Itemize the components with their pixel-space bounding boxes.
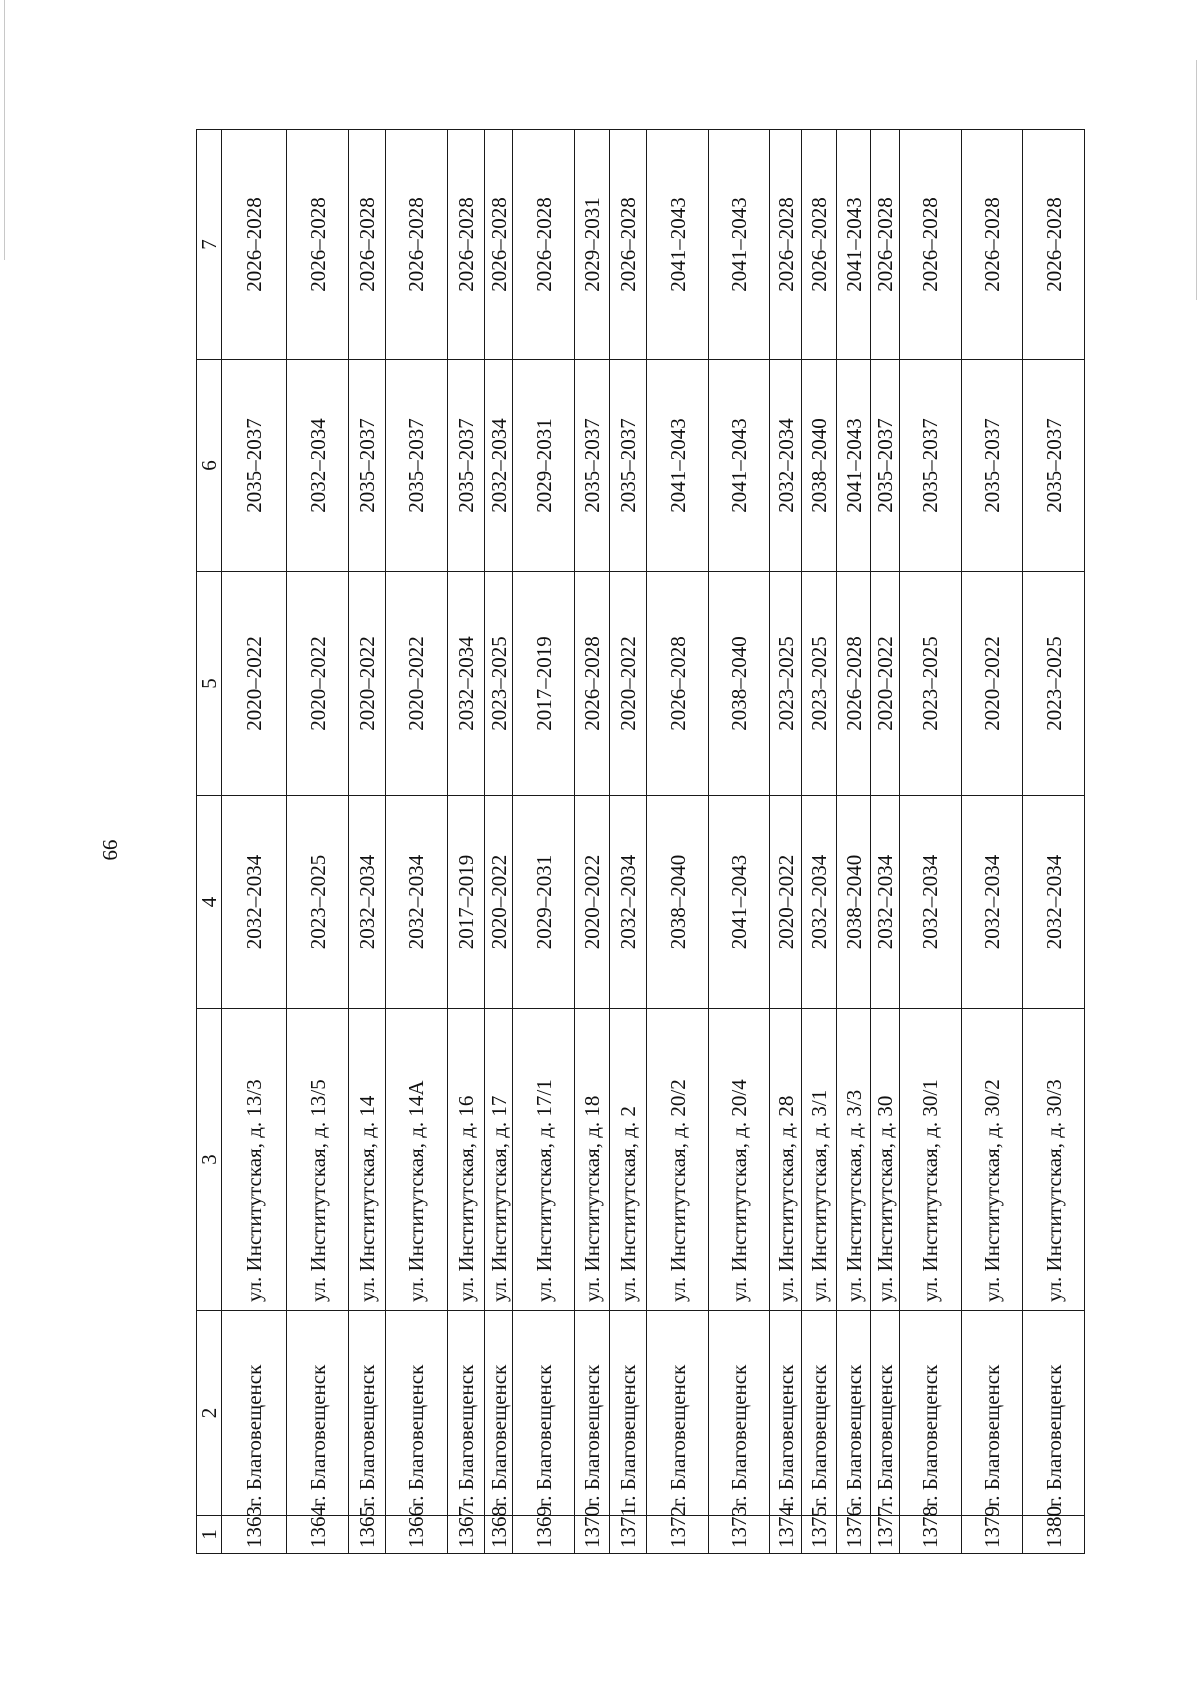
city-cell: г. Благовещенск xyxy=(837,1311,871,1516)
col6-cell: 2035–2037 xyxy=(447,360,484,572)
col4-cell: 2032–2034 xyxy=(348,796,385,1009)
col7-cell: 2026–2028 xyxy=(770,130,802,360)
table-row xyxy=(647,130,709,1554)
col4-cell: 2032–2034 xyxy=(802,796,837,1009)
col7-cell: 2026–2028 xyxy=(802,130,837,360)
city-cell: г. Благовещенск xyxy=(770,1311,802,1516)
row-number: 1369 xyxy=(513,1516,575,1554)
table-row xyxy=(961,130,1023,1554)
col4-cell: 2029–2031 xyxy=(513,796,575,1009)
address-cell: ул. Институтская, д. 20/2 xyxy=(647,1009,709,1311)
address-cell: ул. Институтская, д. 13/5 xyxy=(287,1009,349,1311)
col4-cell: 2032–2034 xyxy=(1023,796,1085,1009)
col4-cell: 2023–2025 xyxy=(287,796,349,1009)
row-number: 1372 xyxy=(647,1516,709,1554)
header-col-4: 4 xyxy=(197,796,222,1009)
table-row xyxy=(770,130,802,1554)
col6-cell: 2029–2031 xyxy=(513,360,575,572)
row-number: 1368 xyxy=(484,1516,513,1554)
col6-cell: 2032–2034 xyxy=(287,360,349,572)
address-cell: ул. Институтская, д. 17/1 xyxy=(513,1009,575,1311)
col5-cell: 2020–2022 xyxy=(961,572,1023,796)
header-col-6: 6 xyxy=(197,360,222,572)
header-col-2: 2 xyxy=(197,1311,222,1516)
row-number: 1379 xyxy=(961,1516,1023,1554)
col5-cell: 2023–2025 xyxy=(900,572,962,796)
city-cell: г. Благовещенск xyxy=(513,1311,575,1516)
col5-cell: 2020–2022 xyxy=(287,572,349,796)
city-cell: г. Благовещенск xyxy=(1023,1311,1085,1516)
address-cell: ул. Институтская, д. 30/3 xyxy=(1023,1009,1085,1311)
row-number: 1374 xyxy=(770,1516,802,1554)
row-number: 1371 xyxy=(610,1516,647,1554)
scan-edge-right xyxy=(1196,60,1197,300)
table-row xyxy=(287,130,349,1554)
city-cell: г. Благовещенск xyxy=(386,1311,448,1516)
header-col-3: 3 xyxy=(197,1009,222,1311)
col5-cell: 2020–2022 xyxy=(386,572,448,796)
table-row xyxy=(837,130,871,1554)
row-number: 1380 xyxy=(1023,1516,1085,1554)
table-row xyxy=(348,130,385,1554)
col4-cell: 2032–2034 xyxy=(222,796,287,1009)
city-cell: г. Благовещенск xyxy=(348,1311,385,1516)
row-number: 1365 xyxy=(348,1516,385,1554)
col5-cell: 2026–2028 xyxy=(837,572,871,796)
address-cell: ул. Институтская, д. 16 xyxy=(447,1009,484,1311)
col6-cell: 2035–2037 xyxy=(1023,360,1085,572)
col7-cell: 2026–2028 xyxy=(386,130,448,360)
city-cell: г. Благовещенск xyxy=(610,1311,647,1516)
col6-cell: 2032–2034 xyxy=(770,360,802,572)
table-row xyxy=(802,130,837,1554)
table-row xyxy=(386,130,448,1554)
table-row xyxy=(708,130,770,1554)
header-col-1: 1 xyxy=(197,1516,222,1554)
col4-cell: 2038–2040 xyxy=(647,796,709,1009)
col7-cell: 2026–2028 xyxy=(610,130,647,360)
row-number: 1370 xyxy=(575,1516,610,1554)
table-row xyxy=(447,130,484,1554)
col5-cell: 2038–2040 xyxy=(708,572,770,796)
schedule-table xyxy=(196,129,1085,1554)
table-row xyxy=(900,130,962,1554)
address-cell: ул. Институтская, д. 14А xyxy=(386,1009,448,1311)
col4-cell: 2032–2034 xyxy=(386,796,448,1009)
address-cell: ул. Институтская, д. 2 xyxy=(610,1009,647,1311)
col5-cell: 2020–2022 xyxy=(348,572,385,796)
row-number: 1364 xyxy=(287,1516,349,1554)
city-cell: г. Благовещенск xyxy=(961,1311,1023,1516)
address-cell: ул. Институтская, д. 3/3 xyxy=(837,1009,871,1311)
address-cell: ул. Институтская, д. 17 xyxy=(484,1009,513,1311)
col5-cell: 2020–2022 xyxy=(610,572,647,796)
col6-cell: 2038–2040 xyxy=(802,360,837,572)
col4-cell: 2020–2022 xyxy=(484,796,513,1009)
col7-cell: 2026–2028 xyxy=(484,130,513,360)
row-number: 1367 xyxy=(447,1516,484,1554)
col4-cell: 2032–2034 xyxy=(961,796,1023,1009)
col7-cell: 2026–2028 xyxy=(287,130,349,360)
col7-cell: 2026–2028 xyxy=(348,130,385,360)
header-row xyxy=(197,130,222,1554)
address-cell: ул. Институтская, д. 30 xyxy=(871,1009,900,1311)
col7-cell: 2026–2028 xyxy=(900,130,962,360)
col6-cell: 2041–2043 xyxy=(708,360,770,572)
address-cell: ул. Институтская, д. 28 xyxy=(770,1009,802,1311)
city-cell: г. Благовещенск xyxy=(287,1311,349,1516)
col6-cell: 2035–2037 xyxy=(961,360,1023,572)
col6-cell: 2035–2037 xyxy=(610,360,647,572)
table-rotator xyxy=(196,130,1085,1554)
col7-cell: 2041–2043 xyxy=(837,130,871,360)
col7-cell: 2026–2028 xyxy=(222,130,287,360)
row-number: 1363 xyxy=(222,1516,287,1554)
table-body xyxy=(197,130,1085,1554)
city-cell: г. Благовещенск xyxy=(222,1311,287,1516)
col7-cell: 2026–2028 xyxy=(1023,130,1085,360)
col7-cell: 2026–2028 xyxy=(961,130,1023,360)
col5-cell: 2023–2025 xyxy=(484,572,513,796)
col5-cell: 2020–2022 xyxy=(871,572,900,796)
header-col-5: 5 xyxy=(197,572,222,796)
col5-cell: 2023–2025 xyxy=(1023,572,1085,796)
address-cell: ул. Институтская, д. 30/1 xyxy=(900,1009,962,1311)
col5-cell: 2023–2025 xyxy=(802,572,837,796)
col4-cell: 2020–2022 xyxy=(770,796,802,1009)
city-cell: г. Благовещенск xyxy=(900,1311,962,1516)
col4-cell: 2038–2040 xyxy=(837,796,871,1009)
col6-cell: 2035–2037 xyxy=(871,360,900,572)
col7-cell: 2041–2043 xyxy=(647,130,709,360)
city-cell: г. Благовещенск xyxy=(802,1311,837,1516)
col7-cell: 2026–2028 xyxy=(513,130,575,360)
col4-cell: 2032–2034 xyxy=(900,796,962,1009)
col5-cell: 2032–2034 xyxy=(447,572,484,796)
col4-cell: 2032–2034 xyxy=(871,796,900,1009)
row-number: 1373 xyxy=(708,1516,770,1554)
address-cell: ул. Институтская, д. 30/2 xyxy=(961,1009,1023,1311)
col5-cell: 2020–2022 xyxy=(222,572,287,796)
col6-cell: 2032–2034 xyxy=(484,360,513,572)
table-row xyxy=(484,130,513,1554)
col6-cell: 2041–2043 xyxy=(647,360,709,572)
col4-cell: 2017–2019 xyxy=(447,796,484,1009)
row-number: 1378 xyxy=(900,1516,962,1554)
col5-cell: 2026–2028 xyxy=(647,572,709,796)
table-row xyxy=(513,130,575,1554)
col5-cell: 2017–2019 xyxy=(513,572,575,796)
table-row xyxy=(222,130,287,1554)
city-cell: г. Благовещенск xyxy=(708,1311,770,1516)
city-cell: г. Благовещенск xyxy=(871,1311,900,1516)
address-cell: ул. Институтская, д. 18 xyxy=(575,1009,610,1311)
col6-cell: 2035–2037 xyxy=(575,360,610,572)
header-col-7: 7 xyxy=(197,130,222,360)
col6-cell: 2035–2037 xyxy=(348,360,385,572)
col6-cell: 2035–2037 xyxy=(386,360,448,572)
row-number: 1376 xyxy=(837,1516,871,1554)
col4-cell: 2020–2022 xyxy=(575,796,610,1009)
page-number: 99 xyxy=(98,839,122,861)
row-number: 1366 xyxy=(386,1516,448,1554)
address-cell: ул. Институтская, д. 13/3 xyxy=(222,1009,287,1311)
table-row xyxy=(1023,130,1085,1554)
col5-cell: 2023–2025 xyxy=(770,572,802,796)
col7-cell: 2041–2043 xyxy=(708,130,770,360)
col4-cell: 2041–2043 xyxy=(708,796,770,1009)
address-cell: ул. Институтская, д. 14 xyxy=(348,1009,385,1311)
row-number: 1377 xyxy=(871,1516,900,1554)
city-cell: г. Благовещенск xyxy=(575,1311,610,1516)
col7-cell: 2026–2028 xyxy=(871,130,900,360)
table-row xyxy=(575,130,610,1554)
city-cell: г. Благовещенск xyxy=(484,1311,513,1516)
col6-cell: 2041–2043 xyxy=(837,360,871,572)
city-cell: г. Благовещенск xyxy=(447,1311,484,1516)
col5-cell: 2026–2028 xyxy=(575,572,610,796)
address-cell: ул. Институтская, д. 3/1 xyxy=(802,1009,837,1311)
address-cell: ул. Институтская, д. 20/4 xyxy=(708,1009,770,1311)
table-row xyxy=(610,130,647,1554)
col7-cell: 2026–2028 xyxy=(447,130,484,360)
col7-cell: 2029–2031 xyxy=(575,130,610,360)
table-row xyxy=(871,130,900,1554)
city-cell: г. Благовещенск xyxy=(647,1311,709,1516)
row-number: 1375 xyxy=(802,1516,837,1554)
col6-cell: 2035–2037 xyxy=(900,360,962,572)
scan-edge-left xyxy=(4,0,5,260)
col6-cell: 2035–2037 xyxy=(222,360,287,572)
col4-cell: 2032–2034 xyxy=(610,796,647,1009)
